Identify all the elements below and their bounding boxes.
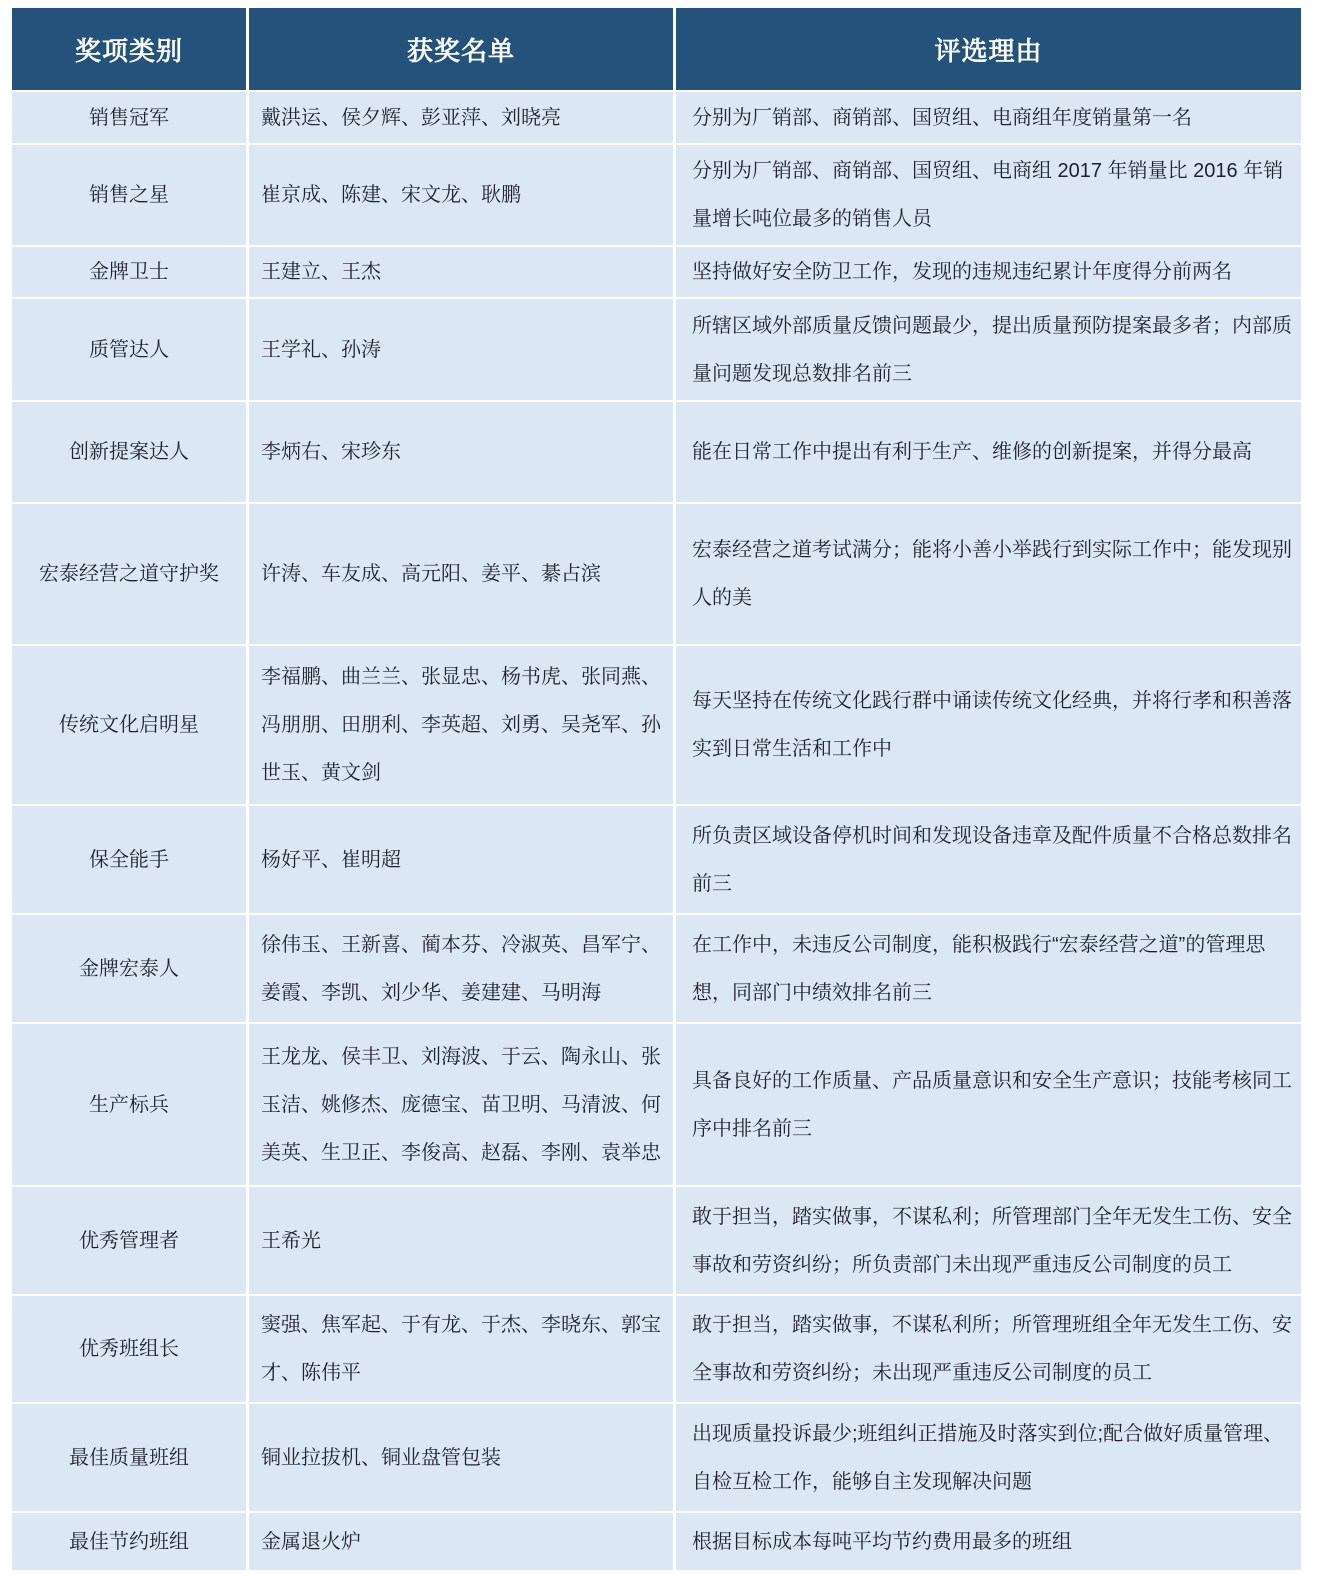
- table-row: [12, 1404, 1301, 1511]
- table-row: [12, 806, 1301, 913]
- award-category-cell: 传统文化启明星: [12, 646, 246, 804]
- winners-cell: 李炳右、宋珍东: [249, 402, 673, 502]
- award-category-cell: 质管达人: [12, 299, 246, 400]
- award-category-cell: 最佳质量班组: [12, 1404, 246, 1511]
- award-category-cell: 最佳节约班组: [12, 1513, 246, 1570]
- award-category-cell: 创新提案达人: [12, 402, 246, 502]
- award-category-cell: 宏泰经营之道守护奖: [12, 504, 246, 644]
- table-row: [12, 1187, 1301, 1294]
- reason-cell: 出现质量投诉最少;班组纠正措施及时落实到位;配合做好质量管理、自检互检工作，能够自主发现解决问题: [676, 1404, 1301, 1511]
- awards-table: [9, 6, 1304, 1572]
- reason-cell: 所辖区域外部质量反馈问题最少，提出质量预防提案最多者；内部质量问题发现总数排名前三: [676, 299, 1301, 400]
- winners-cell: 王学礼、孙涛: [249, 299, 673, 400]
- reason-cell: 分别为厂销部、商销部、国贸组、电商组年度销量第一名: [676, 92, 1301, 143]
- winners-cell: 王建立、王杰: [249, 247, 673, 297]
- award-category-cell: 优秀班组长: [12, 1296, 246, 1402]
- winners-cell: 王希光: [249, 1187, 673, 1294]
- reason-cell: 具备良好的工作质量、产品质量意识和安全生产意识；技能考核同工序中排名前三: [676, 1024, 1301, 1185]
- table-row: [12, 1296, 1301, 1402]
- table-row: [12, 92, 1301, 143]
- award-category-cell: 生产标兵: [12, 1024, 246, 1185]
- winners-cell: 窦强、焦军起、于有龙、于杰、李晓东、郭宝才、陈伟平: [249, 1296, 673, 1402]
- table-row: [12, 1024, 1301, 1185]
- table-row: [12, 299, 1301, 400]
- winners-cell: 崔京成、陈建、宋文龙、耿鹏: [249, 145, 673, 245]
- winners-cell: 铜业拉拔机、铜业盘管包装: [249, 1404, 673, 1511]
- winners-cell: 许涛、车友成、高元阳、姜平、綦占滨: [249, 504, 673, 644]
- winners-cell: 李福鹏、曲兰兰、张显忠、杨书虎、张同燕、冯朋朋、田朋利、李英超、刘勇、吴尧军、孙世玉、黄文剑: [249, 646, 673, 804]
- table-row: [12, 1513, 1301, 1570]
- column-header-category: 奖项类别: [12, 8, 246, 90]
- reason-cell: 敢于担当，踏实做事，不谋私利；所管理部门全年无发生工伤、安全事故和劳资纠纷；所负责部门未出现严重违反公司制度的员工: [676, 1187, 1301, 1294]
- award-category-cell: 金牌卫士: [12, 247, 246, 297]
- table-row: [12, 646, 1301, 804]
- column-header-reason: 评选理由: [676, 8, 1301, 90]
- reason-cell: 坚持做好安全防卫工作，发现的违规违纪累计年度得分前两名: [676, 247, 1301, 297]
- reason-cell: 所负责区域设备停机时间和发现设备违章及配件质量不合格总数排名前三: [676, 806, 1301, 913]
- table-row: [12, 145, 1301, 245]
- reason-cell: 宏泰经营之道考试满分；能将小善小举践行到实际工作中；能发现别人的美: [676, 504, 1301, 644]
- reason-cell: 敢于担当，踏实做事，不谋私利所；所管理班组全年无发生工伤、安全事故和劳资纠纷；未出现严重违反公司制度的员工: [676, 1296, 1301, 1402]
- reason-cell: 能在日常工作中提出有利于生产、维修的创新提案，并得分最高: [676, 402, 1301, 502]
- reason-cell: 每天坚持在传统文化践行群中诵读传统文化经典，并将行孝和积善落实到日常生活和工作中: [676, 646, 1301, 804]
- table-header-row: [12, 8, 1301, 90]
- award-category-cell: 优秀管理者: [12, 1187, 246, 1294]
- column-header-winners: 获奖名单: [249, 8, 673, 90]
- table-row: [12, 504, 1301, 644]
- reason-cell: 根据目标成本每吨平均节约费用最多的班组: [676, 1513, 1301, 1570]
- award-category-cell: 销售冠军: [12, 92, 246, 143]
- winners-cell: 杨好平、崔明超: [249, 806, 673, 913]
- winners-cell: 徐伟玉、王新喜、蔺本芬、冷淑英、昌军宁、姜霞、李凯、刘少华、姜建建、马明海: [249, 915, 673, 1022]
- award-category-cell: 金牌宏泰人: [12, 915, 246, 1022]
- table-row: [12, 915, 1301, 1022]
- award-category-cell: 保全能手: [12, 806, 246, 913]
- table-row: [12, 402, 1301, 502]
- winners-cell: 王龙龙、侯丰卫、刘海波、于云、陶永山、张玉洁、姚修杰、庞德宝、苗卫明、马清波、何美英、生卫正、李俊高、赵磊、李刚、袁举忠: [249, 1024, 673, 1185]
- award-category-cell: 销售之星: [12, 145, 246, 245]
- reason-cell: 在工作中，未违反公司制度，能积极践行“宏泰经营之道”的管理思想，同部门中绩效排名前三: [676, 915, 1301, 1022]
- winners-cell: 戴洪运、侯夕辉、彭亚萍、刘晓亮: [249, 92, 673, 143]
- table-row: [12, 247, 1301, 297]
- reason-cell: 分别为厂销部、商销部、国贸组、电商组 2017 年销量比 2016 年销量增长吨位最多的销售人员: [676, 145, 1301, 245]
- winners-cell: 金属退火炉: [249, 1513, 673, 1570]
